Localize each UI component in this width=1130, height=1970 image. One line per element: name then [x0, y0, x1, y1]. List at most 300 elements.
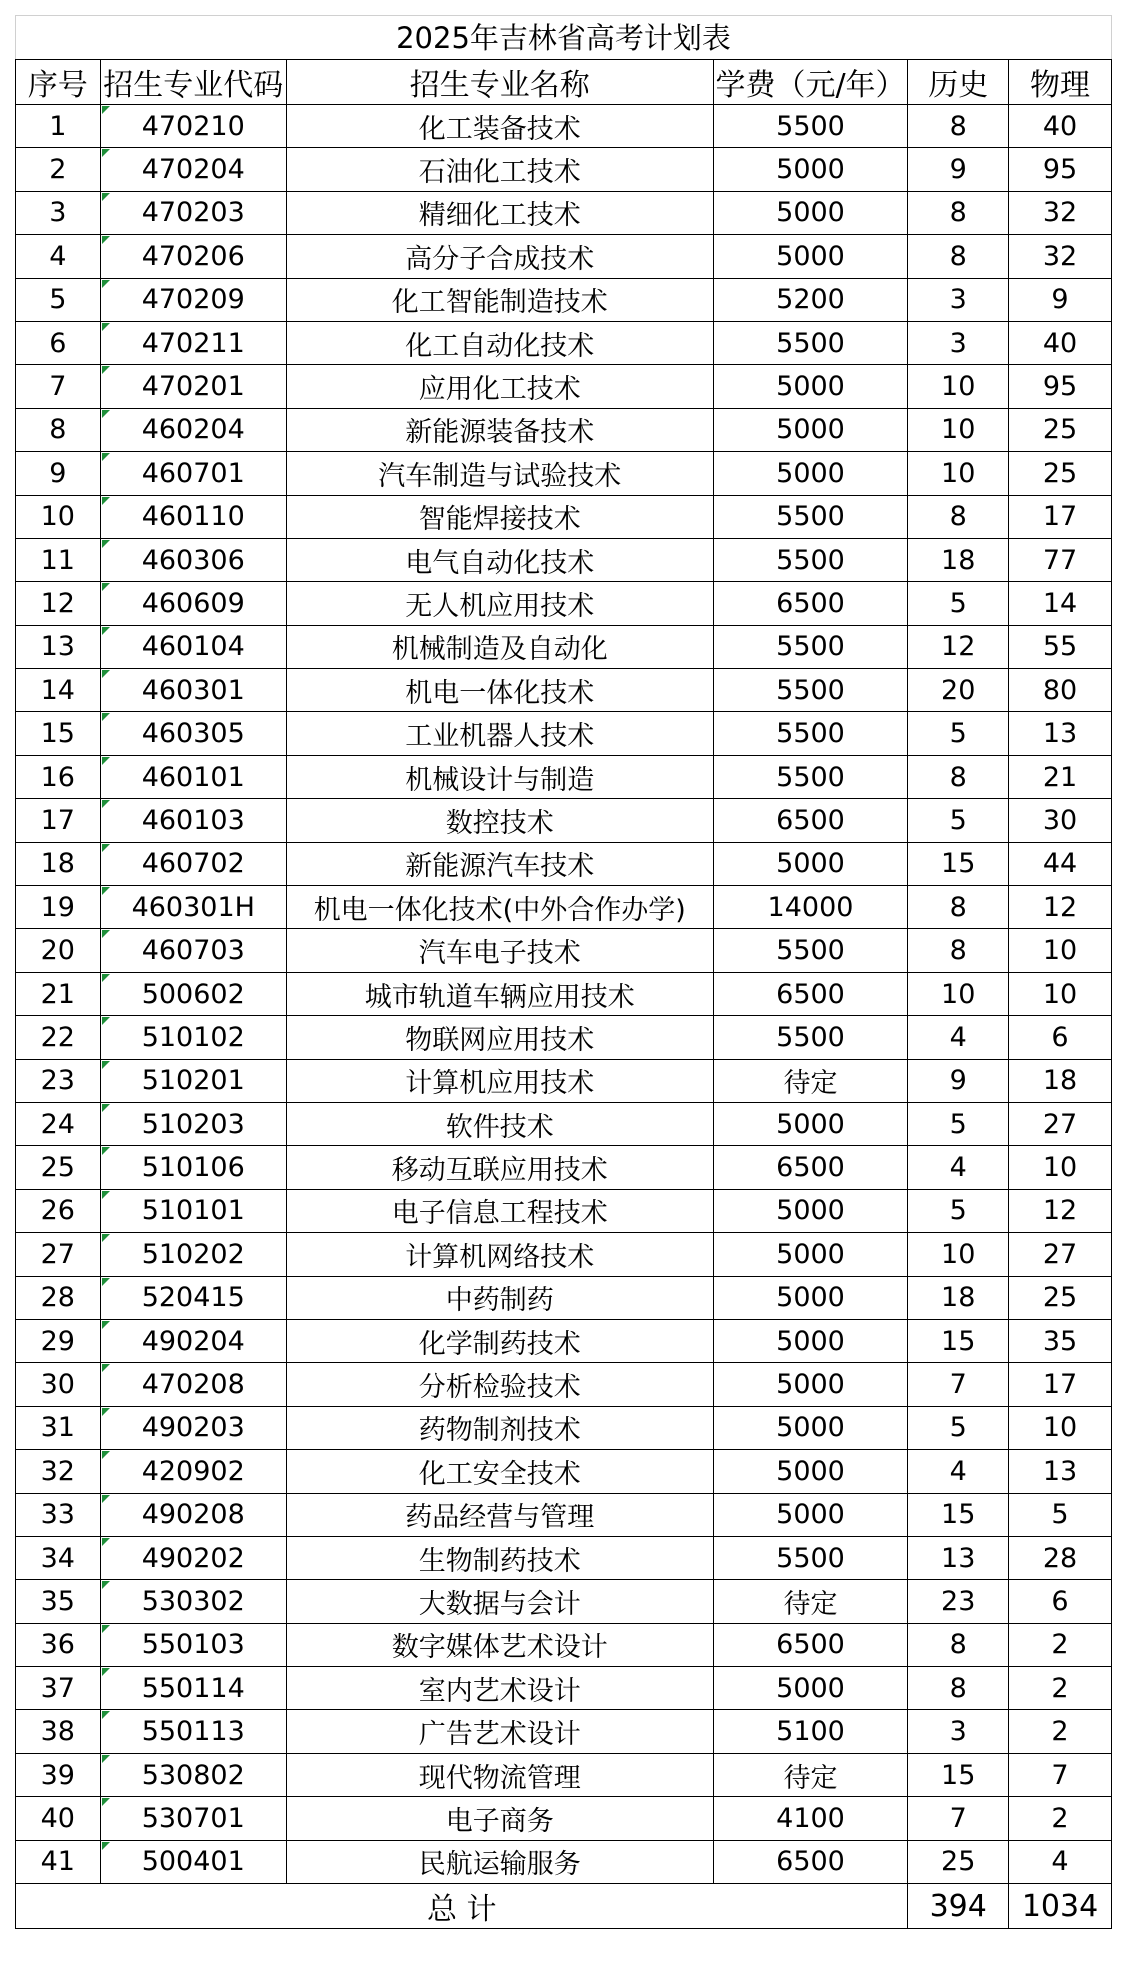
- cell-fee: 5100: [713, 1710, 908, 1753]
- cell-code: 510201: [100, 1059, 286, 1102]
- cell-physics: 13: [1008, 1450, 1111, 1493]
- cell-seq: 36: [16, 1623, 101, 1666]
- cell-code: 530802: [100, 1753, 286, 1796]
- cell-seq: 16: [16, 755, 101, 798]
- cell-history: 10: [908, 452, 1009, 495]
- table-row: [16, 929, 1112, 972]
- cell-fee: 5000: [713, 191, 908, 234]
- cell-name: 精细化工技术: [286, 191, 713, 234]
- table-row: [16, 1189, 1112, 1232]
- cell-physics: 2: [1008, 1797, 1111, 1840]
- cell-seq: 9: [16, 452, 101, 495]
- table-row: [16, 1146, 1112, 1189]
- cell-seq: 20: [16, 929, 101, 972]
- cell-history: 10: [908, 408, 1009, 451]
- cell-physics: 2: [1008, 1710, 1111, 1753]
- cell-name: 新能源汽车技术: [286, 842, 713, 885]
- cell-fee: 6500: [713, 799, 908, 842]
- cell-name: 计算机应用技术: [286, 1059, 713, 1102]
- cell-fee: 5000: [713, 1189, 908, 1232]
- cell-fee: 5500: [713, 105, 908, 148]
- table-row: [16, 712, 1112, 755]
- cell-history: 8: [908, 886, 1009, 929]
- cell-code: 460103: [100, 799, 286, 842]
- cell-physics: 21: [1008, 755, 1111, 798]
- cell-history: 10: [908, 1233, 1009, 1276]
- cell-name: 新能源装备技术: [286, 408, 713, 451]
- cell-history: 18: [908, 1276, 1009, 1319]
- cell-name: 数控技术: [286, 799, 713, 842]
- cell-fee: 待定: [713, 1753, 908, 1796]
- header-fee: 学费（元/年）: [713, 60, 908, 105]
- cell-name: 汽车电子技术: [286, 929, 713, 972]
- cell-seq: 18: [16, 842, 101, 885]
- cell-code: 550113: [100, 1710, 286, 1753]
- cell-name: 机电一体化技术(中外合作办学): [286, 886, 713, 929]
- cell-fee: 5000: [713, 1102, 908, 1145]
- cell-seq: 7: [16, 365, 101, 408]
- cell-fee: 5000: [713, 1667, 908, 1710]
- cell-seq: 39: [16, 1753, 101, 1796]
- cell-history: 8: [908, 1623, 1009, 1666]
- cell-code: 510202: [100, 1233, 286, 1276]
- cell-fee: 5500: [713, 1536, 908, 1579]
- cell-code: 470201: [100, 365, 286, 408]
- cell-seq: 17: [16, 799, 101, 842]
- cell-name: 化学制药技术: [286, 1319, 713, 1362]
- cell-code: 460305: [100, 712, 286, 755]
- cell-seq: 12: [16, 582, 101, 625]
- cell-physics: 4: [1008, 1840, 1111, 1883]
- cell-code: 510203: [100, 1102, 286, 1145]
- cell-name: 软件技术: [286, 1102, 713, 1145]
- cell-history: 25: [908, 1840, 1009, 1883]
- cell-physics: 12: [1008, 886, 1111, 929]
- cell-code: 460301H: [100, 886, 286, 929]
- cell-seq: 37: [16, 1667, 101, 1710]
- cell-history: 8: [908, 1667, 1009, 1710]
- cell-fee: 待定: [713, 1059, 908, 1102]
- table-row: [16, 842, 1112, 885]
- cell-code: 460703: [100, 929, 286, 972]
- cell-history: 4: [908, 1016, 1009, 1059]
- cell-physics: 77: [1008, 538, 1111, 581]
- cell-code: 500602: [100, 972, 286, 1015]
- table-row: [16, 235, 1112, 278]
- cell-fee: 5500: [713, 625, 908, 668]
- cell-physics: 2: [1008, 1667, 1111, 1710]
- cell-history: 5: [908, 712, 1009, 755]
- cell-name: 分析检验技术: [286, 1363, 713, 1406]
- cell-name: 机械设计与制造: [286, 755, 713, 798]
- cell-code: 470210: [100, 105, 286, 148]
- cell-seq: 14: [16, 669, 101, 712]
- cell-physics: 18: [1008, 1059, 1111, 1102]
- cell-seq: 15: [16, 712, 101, 755]
- cell-name: 石油化工技术: [286, 148, 713, 191]
- cell-fee: 4100: [713, 1797, 908, 1840]
- cell-fee: 5500: [713, 755, 908, 798]
- cell-physics: 28: [1008, 1536, 1111, 1579]
- cell-name: 中药制药: [286, 1276, 713, 1319]
- cell-seq: 38: [16, 1710, 101, 1753]
- cell-history: 3: [908, 321, 1009, 364]
- table-row: [16, 1233, 1112, 1276]
- cell-fee: 5500: [713, 929, 908, 972]
- cell-fee: 5500: [713, 1016, 908, 1059]
- cell-fee: 6500: [713, 1840, 908, 1883]
- cell-fee: 5500: [713, 712, 908, 755]
- cell-fee: 5000: [713, 1363, 908, 1406]
- cell-code: 510101: [100, 1189, 286, 1232]
- cell-code: 490202: [100, 1536, 286, 1579]
- cell-code: 500401: [100, 1840, 286, 1883]
- cell-fee: 5000: [713, 148, 908, 191]
- cell-physics: 25: [1008, 452, 1111, 495]
- cell-physics: 32: [1008, 235, 1111, 278]
- cell-history: 4: [908, 1146, 1009, 1189]
- cell-physics: 27: [1008, 1233, 1111, 1276]
- cell-name: 汽车制造与试验技术: [286, 452, 713, 495]
- table-row: [16, 669, 1112, 712]
- cell-name: 计算机网络技术: [286, 1233, 713, 1276]
- cell-fee: 5000: [713, 365, 908, 408]
- cell-code: 470208: [100, 1363, 286, 1406]
- cell-fee: 6500: [713, 1623, 908, 1666]
- cell-name: 室内艺术设计: [286, 1667, 713, 1710]
- cell-fee: 6500: [713, 1146, 908, 1189]
- cell-fee: 5000: [713, 1319, 908, 1362]
- cell-fee: 5500: [713, 669, 908, 712]
- total-row: [16, 1884, 1112, 1929]
- table-row: [16, 1319, 1112, 1362]
- table-row: [16, 1059, 1112, 1102]
- cell-code: 470206: [100, 235, 286, 278]
- cell-seq: 26: [16, 1189, 101, 1232]
- cell-physics: 10: [1008, 1146, 1111, 1189]
- cell-code: 530701: [100, 1797, 286, 1840]
- table-row: [16, 1797, 1112, 1840]
- cell-fee: 5000: [713, 235, 908, 278]
- cell-code: 510102: [100, 1016, 286, 1059]
- cell-history: 8: [908, 929, 1009, 972]
- cell-seq: 27: [16, 1233, 101, 1276]
- cell-name: 工业机器人技术: [286, 712, 713, 755]
- header-code: 招生专业代码: [100, 60, 286, 105]
- cell-fee: 5000: [713, 1276, 908, 1319]
- table-row: [16, 1536, 1112, 1579]
- table-row: [16, 972, 1112, 1015]
- cell-name: 药物制剂技术: [286, 1406, 713, 1449]
- cell-seq: 1: [16, 105, 101, 148]
- cell-fee: 5000: [713, 842, 908, 885]
- table-row: [16, 799, 1112, 842]
- table-row: [16, 538, 1112, 581]
- table-row: [16, 105, 1112, 148]
- cell-history: 8: [908, 235, 1009, 278]
- cell-physics: 30: [1008, 799, 1111, 842]
- cell-physics: 5: [1008, 1493, 1111, 1536]
- table-row: [16, 1667, 1112, 1710]
- cell-history: 5: [908, 799, 1009, 842]
- cell-name: 数字媒体艺术设计: [286, 1623, 713, 1666]
- cell-fee: 6500: [713, 582, 908, 625]
- cell-fee: 5500: [713, 538, 908, 581]
- cell-physics: 95: [1008, 148, 1111, 191]
- cell-physics: 32: [1008, 191, 1111, 234]
- cell-name: 城市轨道车辆应用技术: [286, 972, 713, 1015]
- cell-physics: 6: [1008, 1580, 1111, 1623]
- cell-history: 7: [908, 1363, 1009, 1406]
- cell-code: 470211: [100, 321, 286, 364]
- cell-code: 460609: [100, 582, 286, 625]
- cell-physics: 80: [1008, 669, 1111, 712]
- cell-physics: 10: [1008, 1406, 1111, 1449]
- cell-name: 电子信息工程技术: [286, 1189, 713, 1232]
- cell-physics: 25: [1008, 408, 1111, 451]
- cell-name: 电气自动化技术: [286, 538, 713, 581]
- cell-physics: 17: [1008, 1363, 1111, 1406]
- cell-history: 8: [908, 495, 1009, 538]
- cell-fee: 5200: [713, 278, 908, 321]
- table-row: [16, 1406, 1112, 1449]
- table-row: [16, 148, 1112, 191]
- total-history: 394: [908, 1884, 1009, 1929]
- cell-seq: 28: [16, 1276, 101, 1319]
- cell-fee: 5500: [713, 321, 908, 364]
- cell-history: 10: [908, 972, 1009, 1015]
- cell-name: 化工安全技术: [286, 1450, 713, 1493]
- cell-name: 现代物流管理: [286, 1753, 713, 1796]
- cell-history: 18: [908, 538, 1009, 581]
- cell-fee: 5000: [713, 1406, 908, 1449]
- table-row: [16, 1276, 1112, 1319]
- cell-code: 460702: [100, 842, 286, 885]
- cell-physics: 2: [1008, 1623, 1111, 1666]
- cell-seq: 11: [16, 538, 101, 581]
- cell-seq: 31: [16, 1406, 101, 1449]
- cell-name: 生物制药技术: [286, 1536, 713, 1579]
- cell-seq: 32: [16, 1450, 101, 1493]
- cell-history: 8: [908, 191, 1009, 234]
- cell-history: 10: [908, 365, 1009, 408]
- cell-physics: 27: [1008, 1102, 1111, 1145]
- table-row: [16, 1623, 1112, 1666]
- table-row: [16, 278, 1112, 321]
- total-physics: 1034: [1008, 1884, 1111, 1929]
- cell-code: 470209: [100, 278, 286, 321]
- cell-history: 13: [908, 1536, 1009, 1579]
- cell-name: 机械制造及自动化: [286, 625, 713, 668]
- cell-physics: 40: [1008, 105, 1111, 148]
- cell-history: 20: [908, 669, 1009, 712]
- cell-seq: 6: [16, 321, 101, 364]
- cell-name: 无人机应用技术: [286, 582, 713, 625]
- cell-fee: 5500: [713, 495, 908, 538]
- cell-code: 460701: [100, 452, 286, 495]
- table-row: [16, 321, 1112, 364]
- table-row: [16, 625, 1112, 668]
- cell-seq: 22: [16, 1016, 101, 1059]
- cell-seq: 10: [16, 495, 101, 538]
- cell-name: 化工装备技术: [286, 105, 713, 148]
- spreadsheet: [15, 15, 1112, 1929]
- cell-physics: 14: [1008, 582, 1111, 625]
- cell-seq: 4: [16, 235, 101, 278]
- cell-fee: 5000: [713, 408, 908, 451]
- cell-fee: 5000: [713, 1233, 908, 1276]
- cell-physics: 35: [1008, 1319, 1111, 1362]
- cell-name: 智能焊接技术: [286, 495, 713, 538]
- cell-seq: 5: [16, 278, 101, 321]
- table-row: [16, 1016, 1112, 1059]
- cell-seq: 19: [16, 886, 101, 929]
- table-row: [16, 365, 1112, 408]
- cell-seq: 30: [16, 1363, 101, 1406]
- cell-physics: 55: [1008, 625, 1111, 668]
- cell-seq: 2: [16, 148, 101, 191]
- cell-physics: 9: [1008, 278, 1111, 321]
- header-row: [16, 60, 1112, 105]
- table-row: [16, 1753, 1112, 1796]
- cell-name: 机电一体化技术: [286, 669, 713, 712]
- cell-fee: 5000: [713, 1493, 908, 1536]
- cell-code: 460301: [100, 669, 286, 712]
- cell-code: 460101: [100, 755, 286, 798]
- cell-code: 460110: [100, 495, 286, 538]
- cell-code: 460104: [100, 625, 286, 668]
- cell-seq: 34: [16, 1536, 101, 1579]
- cell-physics: 40: [1008, 321, 1111, 364]
- cell-seq: 35: [16, 1580, 101, 1623]
- cell-physics: 10: [1008, 929, 1111, 972]
- table-row: [16, 886, 1112, 929]
- cell-seq: 23: [16, 1059, 101, 1102]
- cell-seq: 13: [16, 625, 101, 668]
- cell-seq: 33: [16, 1493, 101, 1536]
- cell-name: 大数据与会计: [286, 1580, 713, 1623]
- cell-name: 高分子合成技术: [286, 235, 713, 278]
- cell-code: 460306: [100, 538, 286, 581]
- cell-fee: 待定: [713, 1580, 908, 1623]
- sheet-title: 2025年吉林省高考计划表: [15, 15, 1112, 59]
- cell-code: 470203: [100, 191, 286, 234]
- cell-history: 8: [908, 105, 1009, 148]
- table-row: [16, 408, 1112, 451]
- table-row: [16, 1580, 1112, 1623]
- cell-physics: 7: [1008, 1753, 1111, 1796]
- cell-history: 5: [908, 1102, 1009, 1145]
- cell-history: 9: [908, 1059, 1009, 1102]
- cell-fee: 6500: [713, 972, 908, 1015]
- cell-name: 电子商务: [286, 1797, 713, 1840]
- cell-history: 15: [908, 1319, 1009, 1362]
- cell-name: 民航运输服务: [286, 1840, 713, 1883]
- total-label: 总 计: [16, 1884, 908, 1929]
- cell-history: 15: [908, 1753, 1009, 1796]
- cell-seq: 29: [16, 1319, 101, 1362]
- cell-physics: 95: [1008, 365, 1111, 408]
- cell-name: 移动互联应用技术: [286, 1146, 713, 1189]
- cell-code: 470204: [100, 148, 286, 191]
- cell-code: 510106: [100, 1146, 286, 1189]
- cell-physics: 17: [1008, 495, 1111, 538]
- cell-seq: 41: [16, 1840, 101, 1883]
- cell-history: 15: [908, 842, 1009, 885]
- cell-code: 550114: [100, 1667, 286, 1710]
- plan-table: [15, 59, 1112, 1929]
- cell-seq: 24: [16, 1102, 101, 1145]
- cell-name: 应用化工技术: [286, 365, 713, 408]
- cell-history: 9: [908, 148, 1009, 191]
- cell-physics: 25: [1008, 1276, 1111, 1319]
- table-row: [16, 1102, 1112, 1145]
- header-name: 招生专业名称: [286, 60, 713, 105]
- cell-physics: 12: [1008, 1189, 1111, 1232]
- cell-physics: 44: [1008, 842, 1111, 885]
- cell-code: 520415: [100, 1276, 286, 1319]
- table-row: [16, 1450, 1112, 1493]
- cell-code: 460204: [100, 408, 286, 451]
- cell-physics: 13: [1008, 712, 1111, 755]
- cell-name: 药品经营与管理: [286, 1493, 713, 1536]
- cell-history: 7: [908, 1797, 1009, 1840]
- cell-history: 5: [908, 582, 1009, 625]
- cell-history: 5: [908, 1406, 1009, 1449]
- cell-code: 550103: [100, 1623, 286, 1666]
- cell-code: 420902: [100, 1450, 286, 1493]
- cell-history: 15: [908, 1493, 1009, 1536]
- table-row: [16, 755, 1112, 798]
- cell-physics: 6: [1008, 1016, 1111, 1059]
- cell-name: 物联网应用技术: [286, 1016, 713, 1059]
- cell-fee: 5000: [713, 452, 908, 495]
- cell-code: 530302: [100, 1580, 286, 1623]
- cell-history: 23: [908, 1580, 1009, 1623]
- table-row: [16, 1363, 1112, 1406]
- table-row: [16, 495, 1112, 538]
- table-row: [16, 582, 1112, 625]
- cell-history: 12: [908, 625, 1009, 668]
- cell-physics: 10: [1008, 972, 1111, 1015]
- cell-history: 3: [908, 1710, 1009, 1753]
- cell-fee: 14000: [713, 886, 908, 929]
- cell-history: 5: [908, 1189, 1009, 1232]
- cell-name: 化工自动化技术: [286, 321, 713, 364]
- header-physics: 物理: [1008, 60, 1111, 105]
- header-history: 历史: [908, 60, 1009, 105]
- cell-fee: 5000: [713, 1450, 908, 1493]
- cell-history: 8: [908, 755, 1009, 798]
- cell-seq: 3: [16, 191, 101, 234]
- table-row: [16, 1840, 1112, 1883]
- table-row: [16, 1493, 1112, 1536]
- table-row: [16, 452, 1112, 495]
- cell-seq: 40: [16, 1797, 101, 1840]
- cell-code: 490204: [100, 1319, 286, 1362]
- cell-history: 3: [908, 278, 1009, 321]
- table-row: [16, 191, 1112, 234]
- table-row: [16, 1710, 1112, 1753]
- header-seq: 序号: [16, 60, 101, 105]
- cell-seq: 21: [16, 972, 101, 1015]
- cell-seq: 8: [16, 408, 101, 451]
- cell-history: 4: [908, 1450, 1009, 1493]
- cell-code: 490208: [100, 1493, 286, 1536]
- cell-code: 490203: [100, 1406, 286, 1449]
- cell-name: 化工智能制造技术: [286, 278, 713, 321]
- cell-name: 广告艺术设计: [286, 1710, 713, 1753]
